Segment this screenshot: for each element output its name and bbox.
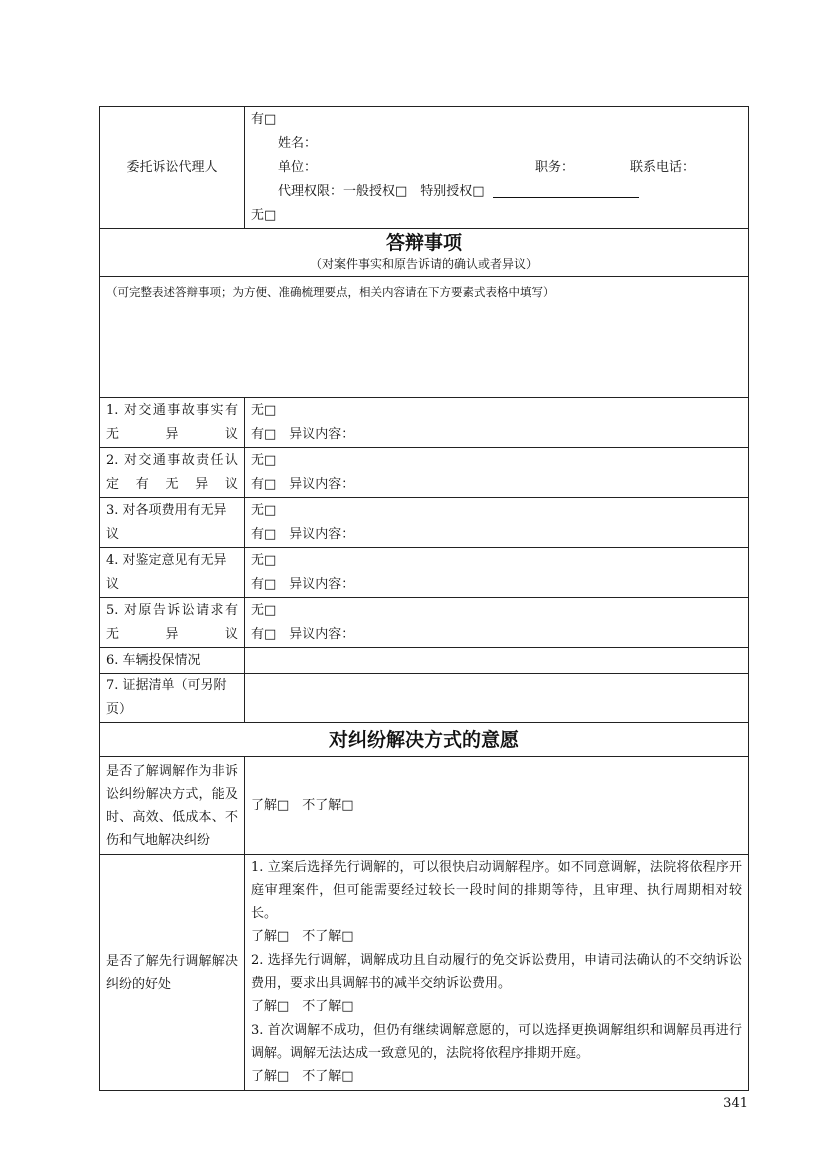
defense-note-row [100,277,749,398]
item-none-checkbox[interactable]: 无□ [251,502,277,518]
benefit-paragraph-2: 2. 选择先行调解，调解成功且自动履行的免交诉讼费用，申请司法确认的不交纳诉讼费用，要求出具调解书的减半交纳诉讼费用。 [251,953,742,991]
item-options [245,548,749,598]
item-options [245,448,749,498]
prior-mediation-content [245,855,749,1091]
benefit-3-answer[interactable]: 了解□ 不了解□ [251,1069,354,1084]
prior-mediation-row [100,855,749,1091]
agent-unit-row [251,156,742,180]
item-label: 5. 对原告诉讼请求有无异议 [100,598,245,648]
agent-label: 委托诉讼代理人 [100,107,245,229]
item-has-checkbox[interactable]: 有□ 异议内容： [251,426,355,442]
benefit-2-answer[interactable]: 了解□ 不了解□ [251,999,354,1014]
item-row [100,398,749,448]
defense-header-row [100,229,749,277]
agent-has-checkbox[interactable]: 有□ [251,111,277,127]
dispute-title: 对纠纷解决方式的意愿 [328,728,519,751]
item-none-checkbox[interactable]: 无□ [251,552,277,568]
insurance-label: 6. 车辆投保情况 [100,648,245,674]
agent-name-field[interactable]: 姓名： [278,135,318,151]
dispute-header-row [100,723,749,757]
mediation-awareness-label: 是否了解调解作为非诉讼纠纷解决方式，能及时、高效、低成本、不伤和气地解决纠纷 [100,757,245,855]
item-options [245,498,749,548]
item-label: 2. 对交通事故责任认定有无异议 [100,448,245,498]
defense-title: 答辩事项 [385,232,462,254]
benefit-paragraph-3: 3. 首次调解不成功，但仍有继续调解意愿的，可以选择更换调解组织和调解员再进行调解。调解无法达成一致意见的，法院将依程序排期开庭。 [251,1023,742,1061]
agent-row [100,107,749,229]
evidence-input[interactable] [245,674,749,723]
item-has-checkbox[interactable]: 有□ 异议内容： [251,526,355,542]
item-options [245,398,749,448]
mediation-awareness-answer[interactable]: 了解□ 不了解□ [245,757,749,855]
item-row [100,598,749,648]
agent-authority-options[interactable]: 代理权限：一般授权□ 特别授权□ [278,183,485,199]
item-row [100,548,749,598]
item-label: 4. 对鉴定意见有无异议 [100,548,245,598]
evidence-label: 7. 证据清单（可另附页） [100,674,245,723]
benefit-paragraph-1: 1. 立案后选择先行调解的，可以很快启动调解程序。如不同意调解，法院将依程序开庭审理案件，但可能需要经过较长一段时间的排期等待，且审理、执行周期相对较长。 [251,860,742,921]
item-none-checkbox[interactable]: 无□ [251,602,277,618]
item-none-checkbox[interactable]: 无□ [251,452,277,468]
insurance-row [100,648,749,674]
defense-subtitle: （对案件事实和原告诉请的确认或者异议） [309,257,538,271]
agent-content [245,107,749,229]
defense-header [100,229,749,277]
item-none-checkbox[interactable]: 无□ [251,402,277,418]
agent-position-field[interactable]: 职务： [535,159,575,175]
item-label: 1. 对交通事故事实有无异议 [100,398,245,448]
item-has-checkbox[interactable]: 有□ 异议内容： [251,626,355,642]
form-table [99,106,749,1091]
dispute-header [100,723,749,757]
item-row [100,448,749,498]
agent-authority-row [251,180,742,204]
item-has-checkbox[interactable]: 有□ 异议内容： [251,576,355,592]
agent-unit-field[interactable]: 单位： [278,159,318,175]
page-number: 341 [723,1096,748,1111]
authority-blank-line[interactable] [493,184,639,198]
agent-phone-field[interactable]: 联系电话： [630,159,696,175]
prior-mediation-label: 是否了解先行调解解决纠纷的好处 [100,855,245,1091]
item-label: 3. 对各项费用有无异议 [100,498,245,548]
benefit-1-answer[interactable]: 了解□ 不了解□ [251,929,354,944]
item-row [100,498,749,548]
mediation-awareness-row [100,757,749,855]
insurance-input[interactable] [245,648,749,674]
item-has-checkbox[interactable]: 有□ 异议内容： [251,476,355,492]
evidence-row [100,674,749,723]
defense-note[interactable]: （可完整表述答辩事项；为方便、准确梳理要点，相关内容请在下方要素式表格中填写） [100,277,749,398]
agent-none-checkbox[interactable]: 无□ [251,207,277,223]
item-options [245,598,749,648]
